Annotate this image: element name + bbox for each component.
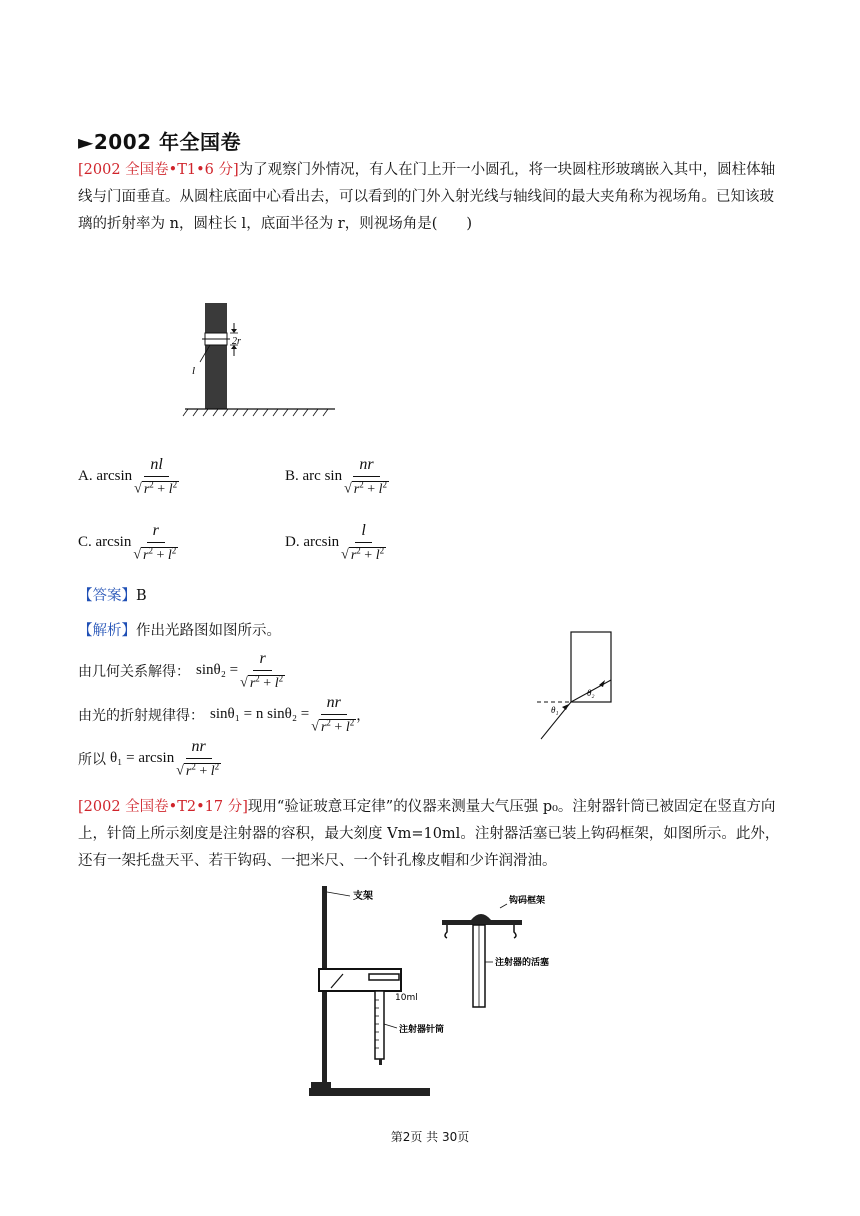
step-2-numerator: nr (321, 694, 347, 715)
section-title: ►2002 年全国卷 (78, 130, 242, 154)
option-d: D. arcsin $\frac{l}{√ r^2 + l^2}$ (285, 522, 385, 563)
label-piston: 注射器的活塞 (495, 958, 550, 968)
question-1-tag: [2002 全国卷•T1•6 分] (78, 162, 239, 178)
light-path-figure (533, 628, 623, 743)
question-1 (78, 157, 783, 238)
option-c-numerator: r (147, 522, 165, 543)
door-cylinder-figure (180, 298, 350, 418)
label-stand: 支架 (353, 891, 373, 902)
option-a: A. arcsin $\frac{nl}{√ r^2 + l^2}$ (78, 456, 178, 497)
step-2-label: 由光的折射规律得： (78, 707, 204, 724)
option-d-prefix: D. arcsin (285, 534, 340, 551)
answer-value: B (136, 588, 147, 604)
step-2-lhs: sinθ₁ = n sinθ₂ = (210, 706, 310, 723)
analysis-text: 作出光路图如图所示。 (136, 623, 281, 639)
option-c: C. arcsin $\frac{r}{√ r^2 + l^2}$ (78, 522, 177, 563)
option-b: B. arc sin $\frac{nr}{√ r^2 + l^2}$ (285, 456, 388, 497)
label-l: l (192, 365, 196, 377)
analysis-line (78, 618, 281, 645)
step-3-numerator: nr (186, 738, 212, 759)
label-hook-frame: 钩码框架 (509, 896, 546, 906)
step-1-label: 由几何关系解得： (78, 663, 190, 680)
step-3-label: 所以 (78, 751, 106, 768)
answer-line (78, 583, 147, 610)
step-1-numerator: r (253, 650, 271, 671)
option-c-prefix: C. arcsin (78, 534, 132, 551)
answer-tag: 【答案】 (78, 588, 136, 604)
page-footer: 第2页 共 30页 (390, 1130, 470, 1144)
question-2 (78, 794, 783, 875)
option-b-numerator: nr (353, 456, 379, 477)
question-2-tag: [2002 全国卷•T2•17 分] (78, 799, 248, 815)
step-3-lhs: θ₁ = arcsin (110, 750, 175, 767)
label-2r: 2r (232, 336, 241, 347)
question-1-text: 为了观察门外情况，有人在门上开一小圆孔，将一块圆柱形玻璃嵌入其中，圆柱体轴线与门面垂直。从圆柱底面中心看出去，可以看到的门外入射光线与轴线间的最大夹角称为视场角。已知该玻璃的折射率为 n，圆柱长 l，底面半径为 r，则视场角是( ) (78, 162, 776, 232)
option-d-numerator: l (355, 522, 371, 543)
theta-2-label: θ₂ (587, 688, 595, 698)
step-1: 由几何关系解得： sinθ₂ = $\frac{r}{√ r^2 + l^2}$ (78, 650, 284, 691)
step-2-tail: ， (356, 707, 371, 724)
option-b-prefix: B. arc sin (285, 468, 343, 485)
theta-1-label: θ₁ (551, 705, 559, 715)
label-barrel: 注射器针筒 (399, 1025, 445, 1035)
label-10ml: 10ml (395, 993, 418, 1003)
apparatus-figure (295, 882, 580, 1104)
option-a-numerator: nl (144, 456, 168, 477)
step-3: 所以 θ₁ = arcsin $\frac{nr}{√ r^2 + l^2}$ (78, 738, 220, 779)
step-1-lhs: sinθ₂ = (196, 662, 239, 679)
analysis-tag: 【解析】 (78, 623, 136, 639)
option-a-prefix: A. arcsin (78, 468, 133, 485)
step-2: 由光的折射规律得： sinθ₁ = n sinθ₂ = $\frac{nr}{√ r^2 + l^2}$ ， (78, 694, 371, 735)
question-2-text: 现用“验证玻意耳定律”的仪器来测量大气压强 p₀。注射器针筒已被固定在竖直方向上，针筒上所示刻度是注射器的容积，最大刻度 Vm=10ml。注射器活塞已装上钩码框架，如图所示。此外，还有一架托盘天平、若干钩码、一把米尺、一个针孔橡皮帽和少许润滑油。 (78, 799, 780, 869)
